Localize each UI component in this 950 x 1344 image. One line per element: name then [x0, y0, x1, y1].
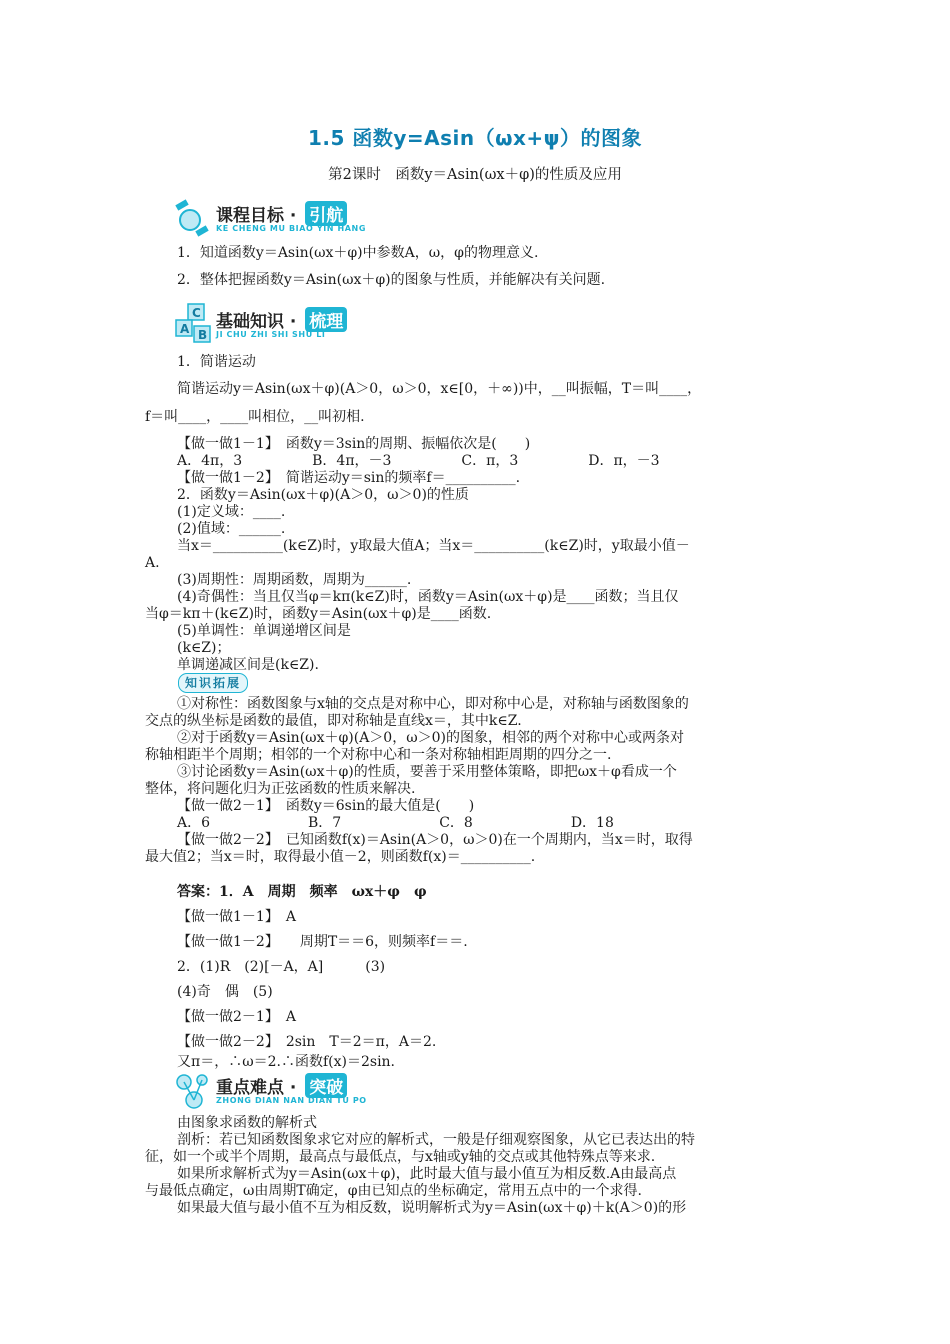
answer-line: 答案：1．A 周期 频率 ωx＋φ φ [177, 884, 427, 900]
answer-line: 【做一做2－1】 A [177, 1009, 296, 1025]
answer-line: 【做一做1－1】 A [177, 909, 296, 925]
svg-text:B: B [198, 328, 208, 342]
answer-line: 【做一做2－2】 2sin T＝2＝π，A＝2. [177, 1034, 437, 1050]
body-line: A. [145, 555, 160, 571]
banner-title: 课程目标 [216, 206, 284, 226]
body-line: 当x＝__________(k∈Z)时，y取最大值A；当x＝__________(k∈Z)时，y取最小值－ [177, 538, 690, 554]
knowledge-expansion-tag: 知识拓展 [178, 673, 248, 693]
banner-pinyin: ZHONG DIAN NAN DIAN TU PO [216, 1096, 367, 1105]
page-title: 1.5 函数y=Asin（ωx+ψ）的图象 [307, 126, 643, 150]
options-line: A．4π，3 B．4π，－3 C．π，3 D．π，－3 [177, 453, 660, 469]
answer-line: 【做一做1－2】 周期T＝＝6，则频率f＝＝. [177, 934, 468, 950]
body-line: ①对称性：函数图象与x轴的交点是对称中心，即对称中心是，对称轴与函数图象的 [177, 696, 689, 712]
body-line: 剖析：若已知函数图象求它对应的解析式，一般是仔细观察图象，从它已表达出的特 [177, 1132, 695, 1148]
page-subtitle: 第2课时 函数y＝Asin(ωx＋φ)的性质及应用 [328, 167, 622, 183]
body-line: (3)周期性：周期函数，周期为______. [177, 572, 412, 588]
svg-text:C: C [192, 306, 201, 320]
body-line: (1)定义域：____. [177, 504, 286, 520]
body-line: 交点的纵坐标是函数的最值，即对称轴是直线x＝，其中k∈Z. [145, 713, 522, 729]
body-line: 最大值2；当x＝时，取得最小值－2，则函数f(x)＝__________. [145, 849, 536, 865]
body-line: 2．函数y＝Asin(ωx＋φ)(A＞0，ω＞0)的性质 [177, 487, 469, 503]
answer-line: (4)奇 偶 (5) [177, 984, 273, 1000]
body-line: 如果最大值与最小值不互为相反数，说明解析式为y＝Asin(ωx＋φ)＋k(A＞0)的形 [177, 1200, 687, 1216]
body-line: 征，如一个或半个周期，最高点与最低点，与x轴或y轴的交点或其他特殊点等来求. [145, 1149, 656, 1165]
body-line: 当φ＝kπ＋(k∈Z)时，函数y＝Asin(ωx＋φ)是____函数. [145, 606, 492, 622]
exercise-line: 【做一做1－1】 函数y＝3sin的周期、振幅依次是( ) [177, 436, 531, 452]
molecule-icon [172, 1068, 216, 1114]
body-line: (2)值域：______. [177, 521, 286, 537]
body-line: (4)奇偶性：当且仅当φ＝kπ(k∈Z)时，函数y＝Asin(ωx＋φ)是____函数；当且仅 [177, 589, 679, 605]
body-line: 称轴相距半个周期；相邻的一个对称中心和一条对称轴相距周期的四分之一. [145, 747, 612, 763]
banner-highlight: 突破 [305, 1073, 347, 1098]
body-line: 由图象求函数的解析式 [177, 1115, 317, 1131]
section-banner-keypoints: 重点难点 · 突破 ZHONG DIAN NAN DIAN TU PO [172, 1068, 412, 1114]
banner-title: 基础知识 [216, 312, 284, 332]
body-line: 整体，将问题化归为正弦函数的性质来解决. [145, 781, 416, 797]
svg-text:A: A [180, 322, 190, 336]
options-line: A．6 B．7 C．8 D．18 [177, 815, 614, 831]
exercise-line: 【做一做1－2】 简谐运动y＝sin的频率f＝__________. [177, 470, 521, 486]
banner-highlight: 引航 [305, 201, 347, 226]
banner-title: 重点难点 [216, 1078, 284, 1098]
exercise-line: 【做一做2－1】 函数y＝6sin的最大值是( ) [177, 798, 475, 814]
answer-line: 又π＝，∴ω＝2.∴函数f(x)＝2sin. [177, 1054, 396, 1070]
satellite-icon [172, 196, 216, 242]
body-line: 1．简谐运动 [177, 354, 256, 370]
body-line: 简谐运动y＝Asin(ωx＋φ)(A＞0，ω＞0，x∈[0，＋∞))中，__叫振幅，T＝叫____， [177, 381, 702, 397]
body-line: (5)单调性：单调递增区间是 [177, 623, 351, 639]
banner-highlight: 梳理 [305, 307, 347, 332]
answer-line: 2．(1)R (2)[－A，A] (3) [177, 959, 386, 975]
exercise-line: 【做一做2－2】 已知函数f(x)＝Asin(A＞0，ω＞0)在一个周期内，当x＝时，取得 [177, 832, 693, 848]
goal-line: 2．整体把握函数y＝Asin(ωx＋φ)的图象与性质，并能解决有关问题. [177, 272, 606, 288]
goal-line: 1．知道函数y＝Asin(ωx＋φ)中参数A，ω，φ的物理意义. [177, 245, 539, 261]
section-banner-goals: 课程目标 · 引航 KE CHENG MU BIAO YIN HANG [172, 196, 412, 242]
body-line: ②对于函数y＝Asin(ωx＋φ)(A＞0，ω＞0)的图象，相邻的两个对称中心或两条对 [177, 730, 684, 746]
body-line: 如果所求解析式为y＝Asin(ωx＋φ)，此时最大值与最小值互为相反数.A由最高点 [177, 1166, 677, 1182]
body-line: 与最低点确定，ω由周期T确定，φ由已知点的坐标确定，常用五点中的一个求得. [145, 1183, 643, 1199]
body-line: ③讨论函数y＝Asin(ωx＋φ)的性质，要善于采用整体策略，即把ωx＋φ看成一个 [177, 764, 677, 780]
banner-pinyin: JI CHU ZHI SHI SHU LI [216, 330, 326, 339]
body-line: (k∈Z)； [177, 640, 231, 656]
banner-pinyin: KE CHENG MU BIAO YIN HANG [216, 224, 367, 233]
body-line: 单调递减区间是(k∈Z). [177, 657, 319, 673]
body-line: f＝叫____，____叫相位，__叫初相. [145, 409, 365, 425]
section-banner-basics: C A B 基础知识 · 梳理 JI CHU ZHI SHI SHU LI [172, 302, 412, 348]
abc-blocks-icon [172, 302, 216, 348]
